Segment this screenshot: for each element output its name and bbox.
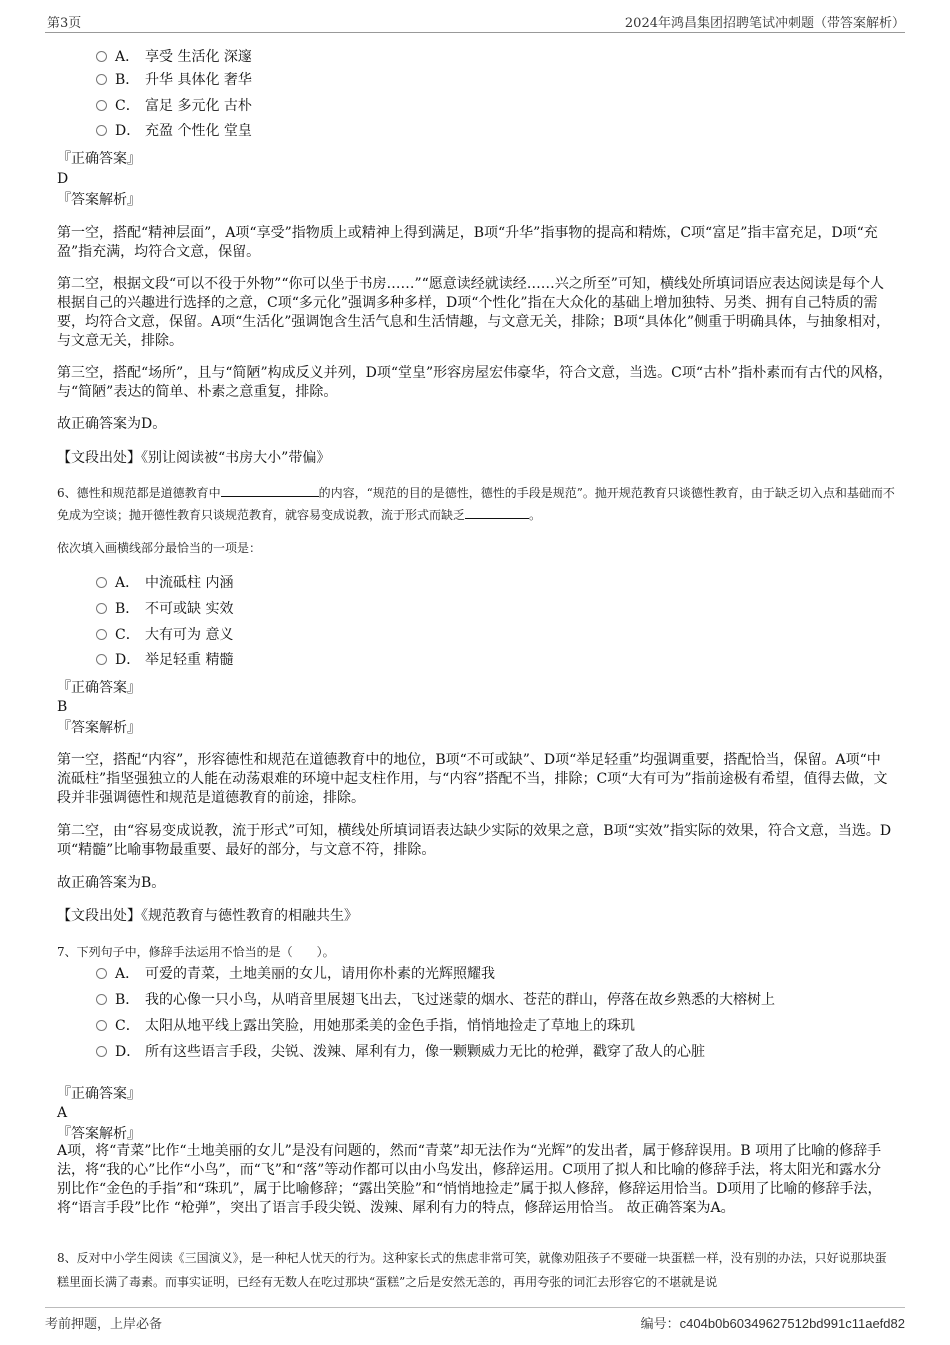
q6-option-a[interactable]: A． 中流砥柱 内涵 — [96, 573, 233, 593]
q5-option-b[interactable]: B． 升华 具体化 奢华 — [96, 70, 252, 90]
q5-option-d[interactable]: D． 充盈 个性化 堂皇 — [96, 121, 252, 141]
q5-analysis-p4: 故正确答案为D。 — [57, 416, 167, 432]
q7-option-a[interactable]: A． 可爱的青菜，土地美丽的女儿，请用你朴素的光辉照耀我 — [96, 964, 495, 984]
q6-analysis-p2: 第二空，由“容易变成说教，流于形式”可知，横线处所填词语表达缺少实际的效果之意，B项“实效”指实际的效果，符合文意，当选。D项“精髓”比喻事物最重要、最好的部分，与文意不符，排除。 — [57, 823, 892, 858]
q6-stem: 6、德性和规范都是道德教育中 的内容，“规范的目的是德性，德性的手段是规范”。抛开规范教育只谈德性教育，由于缺乏切入点和基础而不免成为空谈；抛开德性教育只谈规范教育，就容易变成说教，流于形式而缺乏 。 — [57, 482, 897, 526]
radio-icon[interactable] — [96, 51, 107, 62]
q6-analysis-p3: 故正确答案为B。 — [57, 875, 166, 891]
blank-1 — [221, 483, 319, 497]
radio-icon[interactable] — [96, 994, 107, 1005]
q5-analysis-p3: 第三空，搭配“场所”，且与“简陋”构成反义并列，D项“堂皇”形容房屋宏伟豪华，符合文意，当选。C项“古朴”指朴素而有古代的风格，与“简陋”表达的简单、朴素之意重复，排除。 — [57, 365, 893, 400]
radio-icon[interactable] — [96, 74, 107, 85]
q6-option-c[interactable]: C． 大有可为 意义 — [96, 625, 233, 645]
footer-slogan: 考前押题，上岸必备 — [45, 1317, 163, 1332]
q6-option-d[interactable]: D． 举足轻重 精髓 — [96, 650, 233, 670]
q6-answer: B — [57, 699, 68, 715]
q7-analysis: A项，将“青菜”比作“土地美丽的女儿”是没有问题的，然而“青菜”却无法作为“光辉”的发出者，属于修辞误用。B 项用了比喻的修辞手法，将“我的心”比作“小鸟”，而“飞”和“落”等动作都可以由小鸟发出，修辞运用。C项用了拟人和比喻的修辞手法，将太阳光和露水分 别比作“金色的手指”和“珠玑”，属于比喻修辞；“露出笑脸”和“悄悄地捡走”属于拟人修辞，修辞运用恰当。D项用了比喻的修辞手法，将“语言手段”比作 “枪弹”，突出了语言手段尖锐、泼辣、犀利有力的特点，修辞运用恰当。 故正确答案为A。 — [57, 1143, 882, 1216]
radio-icon[interactable] — [96, 603, 107, 614]
radio-icon[interactable] — [96, 577, 107, 588]
radio-icon[interactable] — [96, 1046, 107, 1057]
footer-divider — [45, 1307, 905, 1308]
q5-option-a[interactable]: A． 享受 生活化 深邃 — [96, 47, 252, 67]
q6-answer-label: 『正确答案』 — [57, 680, 141, 696]
radio-icon[interactable] — [96, 654, 107, 665]
q5-answer: D — [57, 171, 69, 187]
q6-analysis-label: 『答案解析』 — [57, 720, 141, 736]
q6-analysis-p1: 第一空，搭配“内容”，形容德性和规范在道德教育中的地位，B项“不可或缺”、D项“举足轻重”均强调重要，搭配恰当，保留。A项“中流砥柱”指坚强独立的人能在动荡艰难的环境中起支柱作用，与“内容”搭配不当，排除；C项“大有可为”指前途极有希望，值得去做，文段并非强调德性和规范是道德教育的前途，排除。 — [57, 752, 888, 806]
q6-source: 【文段出处】《规范教育与德性教育的相融共生》 — [57, 908, 358, 924]
radio-icon[interactable] — [96, 629, 107, 640]
q7-answer-label: 『正确答案』 — [57, 1086, 141, 1102]
q7-analysis-label: 『答案解析』 — [57, 1126, 141, 1142]
radio-icon[interactable] — [96, 100, 107, 111]
document-title: 2024年鸿昌集团招聘笔试冲刺题（带答案解析） — [624, 16, 905, 31]
header-divider — [45, 32, 905, 33]
page-number: 第3页 — [47, 16, 82, 31]
radio-icon[interactable] — [96, 125, 107, 136]
radio-icon[interactable] — [96, 968, 107, 979]
q7-stem: 7、下列句子中，修辞手法运用不恰当的是（ ）。 — [57, 945, 335, 959]
q5-analysis-label: 『答案解析』 — [57, 192, 141, 208]
q6-option-b[interactable]: B． 不可或缺 实效 — [96, 599, 233, 619]
document-code: 编号：c404b0b60349627512bd991c11aefd82 — [640, 1316, 905, 1332]
blank-2 — [465, 505, 529, 519]
q7-option-c[interactable]: C． 太阳从地平线上露出笑脸，用她那柔美的金色手指，悄悄地捡走了草地上的珠玑 — [96, 1016, 635, 1036]
q8-stem: 8、反对中小学生阅读《三国演义》，是一种杞人忧天的行为。这种家长式的焦虑非常可笑，就像劝阻孩子不要碰一块蛋糕一样，没有别的办法，只好说那块蛋糕里面长满了毒素。而事实证明，已经有无数人在吃过那块“蛋糕”之后是安然无恙的，再用夸张的词汇去形容它的不堪就是说 — [57, 1251, 887, 1289]
radio-icon[interactable] — [96, 1020, 107, 1031]
q5-option-c[interactable]: C． 富足 多元化 古朴 — [96, 96, 252, 116]
q5-source: 【文段出处】《别让阅读被“书房大小”带偏》 — [57, 450, 331, 466]
q7-option-b[interactable]: B． 我的心像一只小鸟，从哨音里展翅飞出去，飞过迷蒙的烟水、苍茫的群山，停落在故乡熟悉的大榕树上 — [96, 990, 775, 1010]
q5-answer-label: 『正确答案』 — [57, 151, 141, 167]
q7-option-d[interactable]: D． 所有这些语言手段，尖锐、泼辣、犀利有力，像一颗颗威力无比的枪弹，戳穿了敌人的心脏 — [96, 1042, 705, 1062]
q5-analysis-p2: 第二空，根据文段“可以不役于外物”“你可以坐于书房……”“愿意读经就读经……兴之所至”可知，横线处所填词语应表达阅读是每个人根据自己的兴趣进行选择的之意，C项“多元化”强调多种多样，D项“个性化”指在大众化的基础上增加独特、另类、拥有自己特质的需要，均符合文意，保留。A项“生活化”强调饱含生活气息和生活情趣，与文意无关，排除；B项“具体化”侧重于明确具体，与抽象相对，与文意无关，排除。 — [57, 276, 891, 349]
q7-answer: A — [57, 1105, 68, 1121]
q5-analysis-p1: 第一空，搭配“精神层面”，A项“享受”指物质上或精神上得到满足，B项“升华”指事物的提高和精炼，C项“富足”指丰富充足，D项“充盈”指充满，均符合文意，保留。 — [57, 225, 878, 260]
q6-instruction: 依次填入画横线部分最恰当的一项是： — [57, 541, 262, 555]
